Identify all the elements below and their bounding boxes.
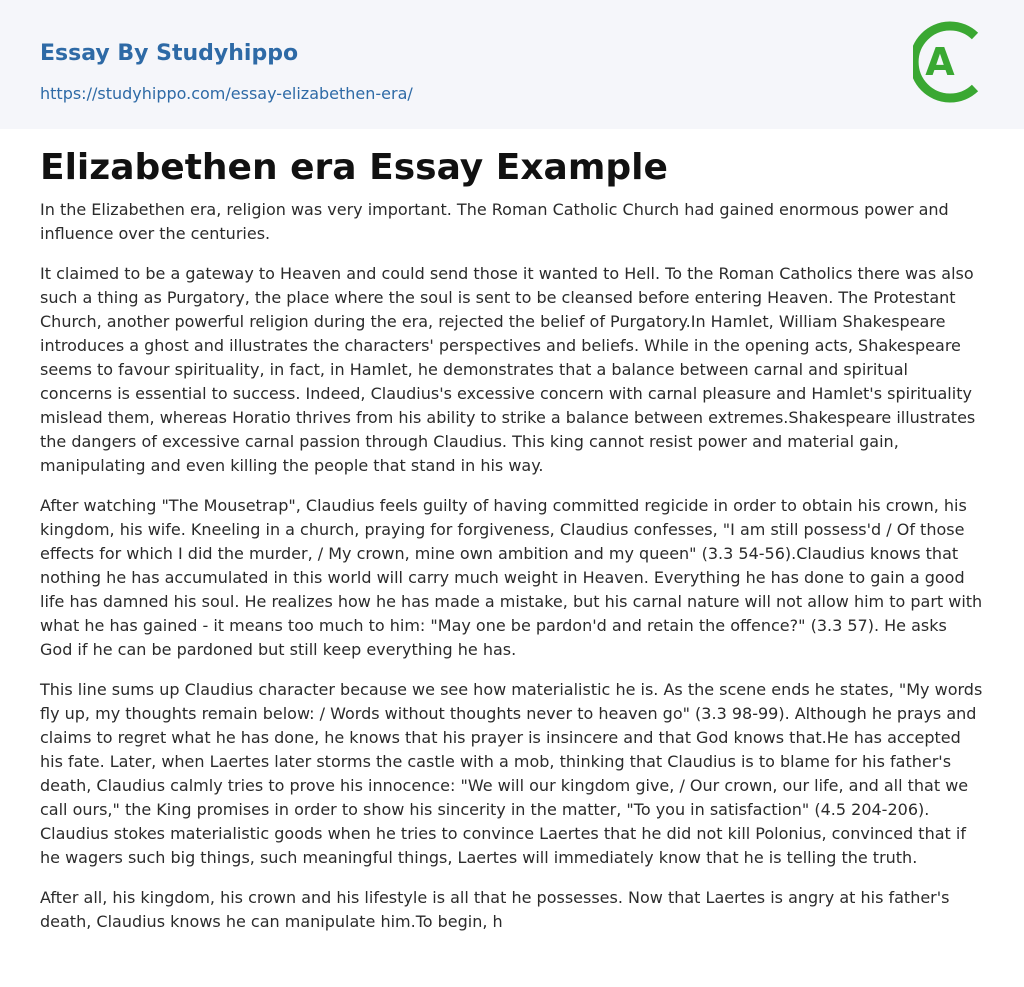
article	[0, 129, 1024, 934]
page-title: Elizabethen era Essay Example	[40, 147, 668, 188]
paragraph-2: It claimed to be a gateway to Heaven and could send those it wanted to Hell. To the Roman Catholics there was also such a thing as Purgatory, the place where the soul is sent to be cleansed before entering Heaven. The Protestant Church, another powerful religion during the era, rejected the belief of Purgatory.In Hamlet, William Shakespeare introduces a ghost and illustrates the characters' perspectives and beliefs. While in the opening acts, Shakespeare seems to favour spirituality, in fact, in Hamlet, he demonstrates that a balance between carnal and spiritual concerns is essential to success. Indeed, Claudius's excessive concern with carnal pleasure and Hamlet's spirituality mislead them, whereas Horatio thrives from his ability to strike a balance between extremes.Shakespeare illustrates the dangers of excessive carnal passion through Claudius. This king cannot resist power and material gain, manipulating and even killing the people that stand in his way.	[40, 264, 976, 475]
paragraph-4: This line sums up Claudius character because we see how materialistic he is. As the scene ends he states, "My words fly up, my thoughts remain below: / Words without thoughts never to heaven go" (3.3 98-99). Although he prays and claims to regret what he has done, he knows that his prayer is insincere and that God knows that.He has accepted his fate. Later, when Laertes later storms the castle with a mob, thinking that Claudius is to blame for his father's death, Claudius calmly tries to prove his innocence: "We will our kingdom give, / Our crown, our life, and all that we call ours," the King promises in order to show his sincerity in the matter, "To you in satisfaction" (4.5 204-206). Claudius stokes materialistic goods when he tries to convince Laertes that he did not kill Polonius, convinced that if he wagers such big things, such meaningful things, Laertes will immediately know that he is telling the truth.	[40, 680, 983, 867]
paragraph-1: In the Elizabethen era, religion was very important. The Roman Catholic Church had gained enormous power and influence over the centuries.	[40, 200, 949, 243]
site-brand[interactable]: Essay By Studyhippo	[40, 41, 299, 66]
title-wrap	[40, 129, 984, 198]
paragraph-5: After all, his kingdom, his crown and his lifestyle is all that he possesses. Now that Laertes is angry at his father's death, Claudius knows he can manipulate him.To begin, h	[40, 888, 950, 931]
paragraph-3: After watching "The Mousetrap", Claudius feels guilty of having committed regicide in order to obtain his crown, his kingdom, his wife. Kneeling in a church, praying for forgiveness, Claudius confesses, "I am still possess'd / Of those effects for which I did the murder, / My crown, mine own ambition and my queen" (3.3 54-56).Claudius knows that nothing he has accumulated in this world will carry much weight in Heaven. Everything he has done to gain a good life has damned his soul. He realizes how he has made a mistake, but his carnal nature will not allow him to part with what he has gained - it means too much to him: "May one be pardon'd and retain the offence?" (3.3 57). He asks God if he can be pardoned but still keep everything he has.	[40, 496, 983, 659]
page-url-link[interactable]: https://studyhippo.com/essay-elizabethen-era/	[40, 84, 413, 103]
studyhippo-logo-icon[interactable]	[913, 20, 985, 104]
logo-letter: A	[925, 40, 955, 84]
